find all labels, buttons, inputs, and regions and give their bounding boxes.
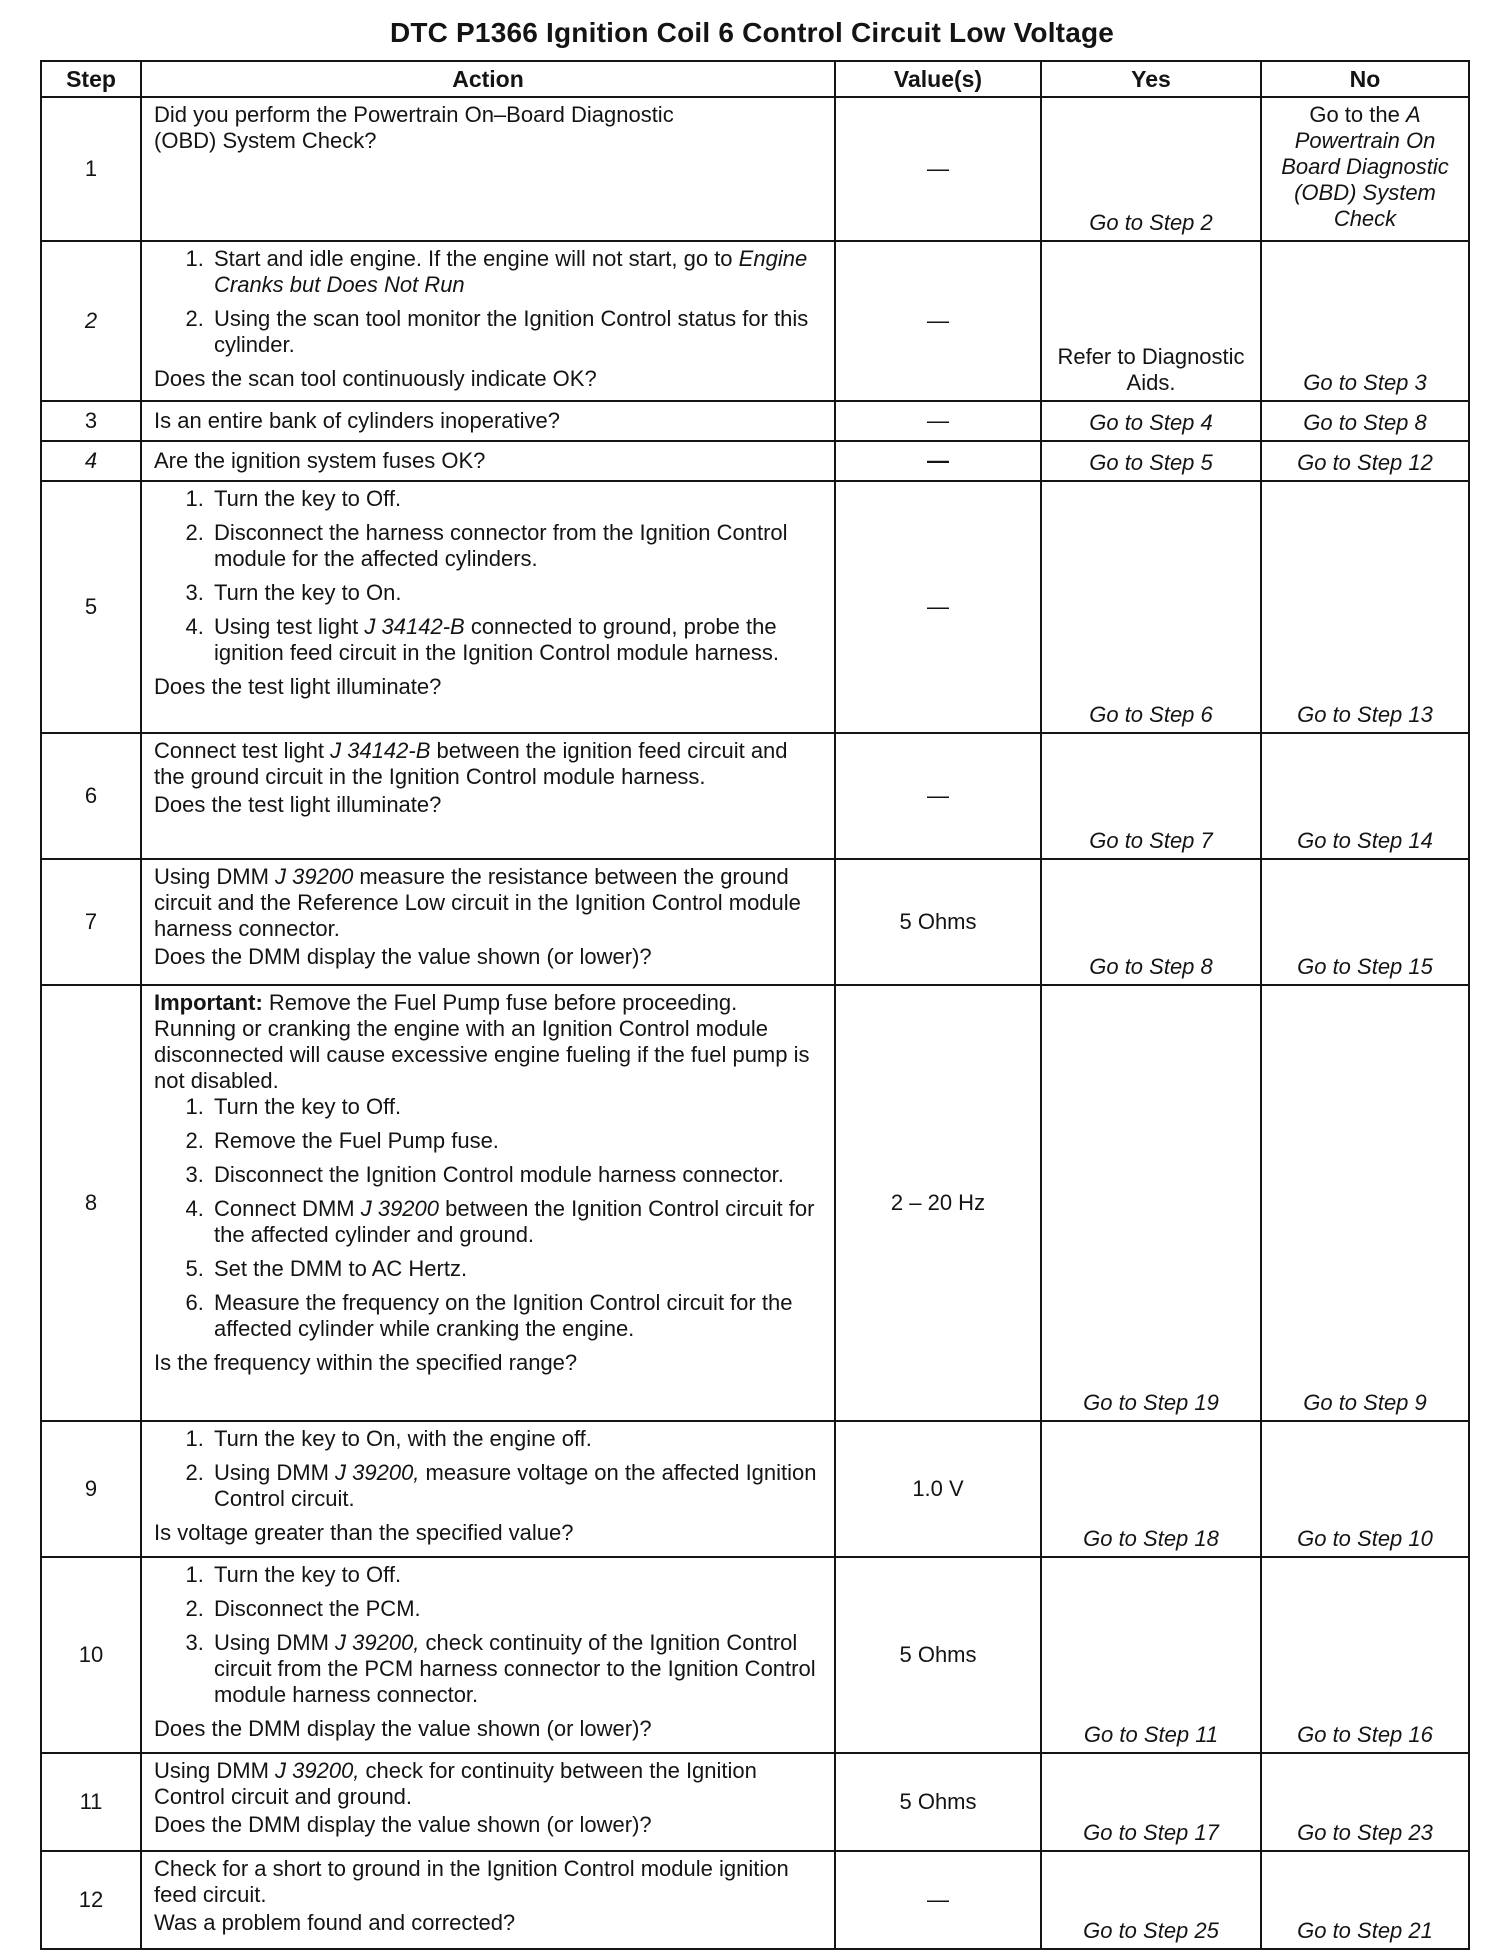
step-number: 4 (41, 441, 141, 481)
action-question: Does the test light illuminate? (154, 792, 442, 817)
header-yes: Yes (1041, 61, 1261, 97)
action-steps (154, 1094, 824, 1342)
table-row (41, 1557, 1469, 1753)
action-cell (141, 97, 835, 241)
table-row (41, 1851, 1469, 1949)
action-text: Using DMM J 39200 measure the resistance between the ground circuit and the Reference Low circuit in the Ignition Control module harness connector. (154, 864, 801, 941)
action-cell (141, 1753, 835, 1851)
action-step: 6. Measure the frequency on the Ignition Control circuit for the affected cylinder while cranking the engine. (210, 1290, 824, 1342)
step-number: 12 (41, 1851, 141, 1949)
action-cell (141, 241, 835, 401)
no-reference: A Powertrain On Board Diagnostic (OBD) System Check (1281, 102, 1449, 231)
table-row (41, 985, 1469, 1421)
value-cell: 1.0 V (835, 1421, 1041, 1557)
yes-cell: Go to Step 6 (1041, 481, 1261, 733)
action-step: 1. Start and idle engine. If the engine will not start, go to Engine Cranks but Does Not Run (210, 246, 824, 298)
header-row (41, 61, 1469, 97)
action-question: Does the scan tool continuously indicate OK? (154, 366, 597, 391)
action-cell (141, 1851, 835, 1949)
header-step: Step (41, 61, 141, 97)
action-question: Was a problem found and corrected? (154, 1910, 516, 1935)
step-number: 6 (41, 733, 141, 859)
action-cell (141, 481, 835, 733)
step-number: 10 (41, 1557, 141, 1753)
action-cell (141, 1421, 835, 1557)
no-cell: Go to Step 14 (1261, 733, 1469, 859)
yes-cell: Go to Step 18 (1041, 1421, 1261, 1557)
step-number: 5 (41, 481, 141, 733)
table-row (41, 1753, 1469, 1851)
value-cell: — (835, 481, 1041, 733)
step-number: 1 (41, 97, 141, 241)
action-text: Connect test light J 34142-B between the ignition feed circuit and the ground circuit in the Ignition Control module harness. (154, 738, 788, 789)
yes-cell: Go to Step 2 (1041, 97, 1261, 241)
action-question: Does the DMM display the value shown (or lower)? (154, 1812, 652, 1837)
action-cell (141, 401, 835, 441)
table-row (41, 441, 1469, 481)
value-cell: — (835, 401, 1041, 441)
step-number: 9 (41, 1421, 141, 1557)
no-cell (1261, 97, 1469, 241)
value-cell: — (835, 1851, 1041, 1949)
value-cell: — (835, 441, 1041, 481)
action-step: 1. Turn the key to On, with the engine off. (210, 1426, 824, 1452)
table-row (41, 481, 1469, 733)
page-title: DTC P1366 Ignition Coil 6 Control Circuit Low Voltage (389, 17, 1115, 48)
value-cell: — (835, 733, 1041, 859)
diagnostic-table (40, 60, 1470, 1950)
action-cell (141, 441, 835, 481)
action-question: Is an entire bank of cylinders inoperative? (154, 408, 561, 433)
no-cell: Go to Step 10 (1261, 1421, 1469, 1557)
action-text: Using DMM J 39200, check for continuity between the Ignition Control circuit and ground. (154, 1758, 757, 1809)
action-steps (154, 486, 824, 666)
action-steps (154, 246, 824, 358)
no-prefix: Go to the (1309, 102, 1406, 127)
value-cell: — (835, 97, 1041, 241)
header-action: Action (141, 61, 835, 97)
action-step: 1. Turn the key to Off. (210, 486, 824, 512)
step-number: 8 (41, 985, 141, 1421)
table-row (41, 1421, 1469, 1557)
no-cell: Go to Step 8 (1261, 401, 1469, 441)
action-cell (141, 859, 835, 985)
important-note: Important: Remove the Fuel Pump fuse before proceeding. Running or cranking the engine with an Ignition Control module disconnected will cause excessive engine fueling if the fuel pump is not disabled. (154, 990, 810, 1093)
step-number: 11 (41, 1753, 141, 1851)
action-step: 3. Turn the key to On. (210, 580, 824, 606)
action-step: 2. Using DMM J 39200, measure voltage on the affected Ignition Control circuit. (210, 1460, 824, 1512)
action-steps (154, 1426, 824, 1512)
action-step: 3. Using DMM J 39200, check continuity of the Ignition Control circuit from the PCM harness connector to the Ignition Control module harness connector. (210, 1630, 824, 1708)
no-cell: Go to Step 23 (1261, 1753, 1469, 1851)
action-step: 1. Turn the key to Off. (210, 1094, 824, 1120)
yes-cell: Go to Step 25 (1041, 1851, 1261, 1949)
yes-cell: Go to Step 19 (1041, 985, 1261, 1421)
action-question: Does the DMM display the value shown (or lower)? (154, 1716, 652, 1741)
action-question: Is the frequency within the specified range? (154, 1350, 578, 1375)
no-cell: Go to Step 21 (1261, 1851, 1469, 1949)
action-question: Are the ignition system fuses OK? (154, 448, 486, 473)
action-step: 1. Turn the key to Off. (210, 1562, 824, 1588)
action-cell (141, 1557, 835, 1753)
no-cell: Go to Step 15 (1261, 859, 1469, 985)
no-cell: Go to Step 9 (1261, 985, 1469, 1421)
yes-cell: Go to Step 8 (1041, 859, 1261, 985)
value-cell: 5 Ohms (835, 1753, 1041, 1851)
no-cell: Go to Step 3 (1261, 241, 1469, 401)
value-cell: 5 Ohms (835, 1557, 1041, 1753)
step-number: 2 (41, 241, 141, 401)
action-step: 2. Remove the Fuel Pump fuse. (210, 1128, 824, 1154)
yes-cell: Go to Step 7 (1041, 733, 1261, 859)
action-question: Does the test light illuminate? (154, 674, 442, 699)
table-row (41, 241, 1469, 401)
action-step: 2. Disconnect the harness connector from the Ignition Control module for the affected cylinders. (210, 520, 824, 572)
no-cell: Go to Step 16 (1261, 1557, 1469, 1753)
header-value: Value(s) (835, 61, 1041, 97)
action-cell (141, 733, 835, 859)
table-row (41, 733, 1469, 859)
no-cell: Go to Step 12 (1261, 441, 1469, 481)
action-text: Check for a short to ground in the Ignition Control module ignition feed circuit. (154, 1856, 789, 1907)
yes-cell: Go to Step 5 (1041, 441, 1261, 481)
value-cell: 2 – 20 Hz (835, 985, 1041, 1421)
step-number: 7 (41, 859, 141, 985)
table-row (41, 859, 1469, 985)
action-step: 4. Using test light J 34142-B connected to ground, probe the ignition feed circuit in the Ignition Control module harness. (210, 614, 824, 666)
no-cell: Go to Step 13 (1261, 481, 1469, 733)
table-row (41, 97, 1469, 241)
action-step: 3. Disconnect the Ignition Control module harness connector. (210, 1162, 824, 1188)
step-number: 3 (41, 401, 141, 441)
action-step: 4. Connect DMM J 39200 between the Ignition Control circuit for the affected cylinder and ground. (210, 1196, 824, 1248)
yes-cell: Go to Step 11 (1041, 1557, 1261, 1753)
yes-cell: Go to Step 4 (1041, 401, 1261, 441)
action-step: 2. Using the scan tool monitor the Ignition Control status for this cylinder. (210, 306, 824, 358)
action-steps (154, 1562, 824, 1708)
table-row (41, 401, 1469, 441)
action-step: 2. Disconnect the PCM. (210, 1596, 824, 1622)
yes-cell: Refer to Diagnostic Aids. (1041, 241, 1261, 401)
yes-cell: Go to Step 17 (1041, 1753, 1261, 1851)
action-question: Does the DMM display the value shown (or lower)? (154, 944, 652, 969)
value-cell: 5 Ohms (835, 859, 1041, 985)
value-cell: — (835, 241, 1041, 401)
header-no: No (1261, 61, 1469, 97)
action-cell (141, 985, 835, 1421)
action-step: 5. Set the DMM to AC Hertz. (210, 1256, 824, 1282)
action-question: Is voltage greater than the specified value? (154, 1520, 574, 1545)
action-text: Did you perform the Powertrain On–Board Diagnostic (OBD) System Check? (154, 102, 674, 153)
